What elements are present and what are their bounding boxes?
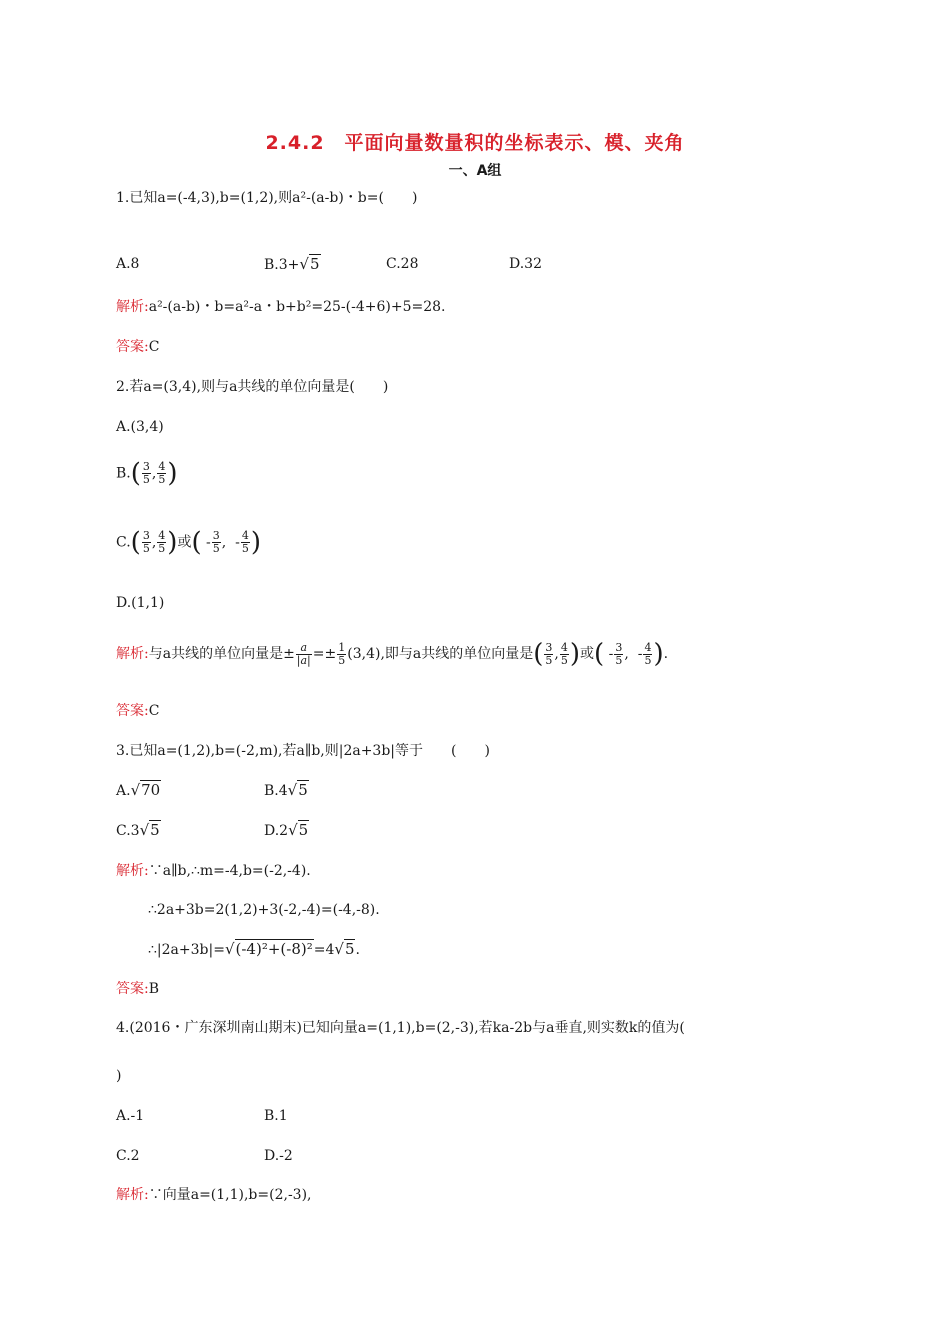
q1-option-b-radicand: 5 xyxy=(309,255,320,273)
q3-option-a: A.√70 xyxy=(116,781,161,799)
q4-option-b: B.1 xyxy=(264,1108,288,1124)
q2-or: 或 xyxy=(177,534,192,551)
q2-option-c-label: C. xyxy=(116,534,131,551)
q2-stem: 2.若a=(3,4),则与a共线的单位向量是( ) xyxy=(116,379,389,395)
q2-answer-value: C xyxy=(148,703,160,719)
q2-b-frac-1: $\frac{3}{5}$ xyxy=(142,460,150,486)
q2-option-a: A.(3,4) xyxy=(116,419,164,435)
q3-answer-label: 答案: xyxy=(116,981,149,997)
q4-analysis-label: 解析: xyxy=(116,1187,149,1203)
q3-analysis-2: ∴2a+3b=2(1,2)+3(-2,-4)=(-4,-8). xyxy=(148,902,380,918)
q2-option-b: B.( $\frac{3}{5}$ , $\frac{4}{5}$ ) xyxy=(116,458,178,489)
q2-answer xyxy=(116,701,159,721)
q1-option-d: D.32 xyxy=(509,256,542,272)
q2-analysis-frac-a: $\frac{a}{|a|}$ xyxy=(296,640,311,667)
q1-analysis-text: a²-(a-b)・b=a²-a・b+b²=25-(-4+6)+5=28. xyxy=(148,299,446,315)
q3-answer xyxy=(116,979,159,999)
q2-option-b-label: B. xyxy=(116,465,131,482)
q2-analysis-label: 解析: xyxy=(116,646,149,662)
q4-option-c: C.2 xyxy=(116,1148,140,1164)
q1-analysis xyxy=(116,297,445,317)
q2-c-frac-1: $\frac{3}{5}$ xyxy=(142,529,150,555)
q3-option-d: D.2√5 xyxy=(264,821,309,839)
q2-c-frac-2: $\frac{4}{5}$ xyxy=(158,529,166,555)
q2-analysis: 解析:与a共线的单位向量是± $\frac{a}{|a|}$ =± $\frac{1}{5}$ (3,4),即与a共线的单位向量是( $\frac{3}{5}$ , $\frac{4}{5}$ )或( - $\frac{3}{5}$ , - $\frac{4}{5}$ ). xyxy=(116,639,669,669)
q1-answer-label: 答案: xyxy=(116,339,149,355)
q2-c-frac-3: $\frac{3}{5}$ xyxy=(212,529,220,555)
q2-answer-label: 答案: xyxy=(116,703,149,719)
q4-stem: 4.(2016・广东深圳南山期末)已知向量a=(1,1),b=(2,-3),若ka-2b与a垂直,则实数k的值为( xyxy=(116,1020,685,1036)
q1-answer xyxy=(116,337,159,357)
page-title: 2.4.2 平面向量数量积的坐标表示、模、夹角 xyxy=(265,132,685,154)
q4-analysis: 解析:∵向量a=(1,1),b=(2,-3), xyxy=(116,1187,312,1203)
q3-analysis-label: 解析: xyxy=(116,863,149,879)
q2-b-frac-2: $\frac{4}{5}$ xyxy=(158,460,166,486)
q3-analysis-3: ∴|2a+3b|=√(-4)²+(-8)²=4√5. xyxy=(148,940,360,958)
q2-option-c: C.( $\frac{3}{5}$ , $\frac{4}{5}$ )或( - $\frac{3}{5}$ , - $\frac{4}{5}$ ) xyxy=(116,527,262,558)
q3-stem: 3.已知a=(1,2),b=(-2,m),若a∥b,则|2a+3b|等于 ( ) xyxy=(116,743,490,759)
q2-c-frac-4: $\frac{4}{5}$ xyxy=(241,529,249,555)
q1-option-a: A.8 xyxy=(116,256,140,272)
q3-option-c: C.3√5 xyxy=(116,821,160,839)
q1-option-c: C.28 xyxy=(386,256,419,272)
q2-option-d: D.(1,1) xyxy=(116,595,165,611)
q4-option-d: D.-2 xyxy=(264,1148,293,1164)
q3-option-b: B.4√5 xyxy=(264,781,308,799)
q1-option-b xyxy=(264,253,321,276)
section-title: 一、A组 xyxy=(448,163,502,179)
q4-option-a: A.-1 xyxy=(116,1108,145,1124)
q1-option-b-sqrt: √5 xyxy=(299,255,320,273)
q3-analysis-1: 解析:∵a∥b,∴m=-4,b=(-2,-4). xyxy=(116,863,311,879)
q1-option-b-prefix: B.3+ xyxy=(264,257,300,273)
q1-answer-value: C xyxy=(148,339,160,355)
q3-answer-value: B xyxy=(148,981,160,997)
q1-analysis-label: 解析: xyxy=(116,299,149,315)
q1-stem: 1.已知a=(-4,3),b=(1,2),则a²-(a-b)・b=( ) xyxy=(116,190,418,206)
q2-analysis-frac-1-5: $\frac{1}{5}$ xyxy=(338,640,346,667)
q4-stem-cont: ) xyxy=(116,1068,122,1084)
